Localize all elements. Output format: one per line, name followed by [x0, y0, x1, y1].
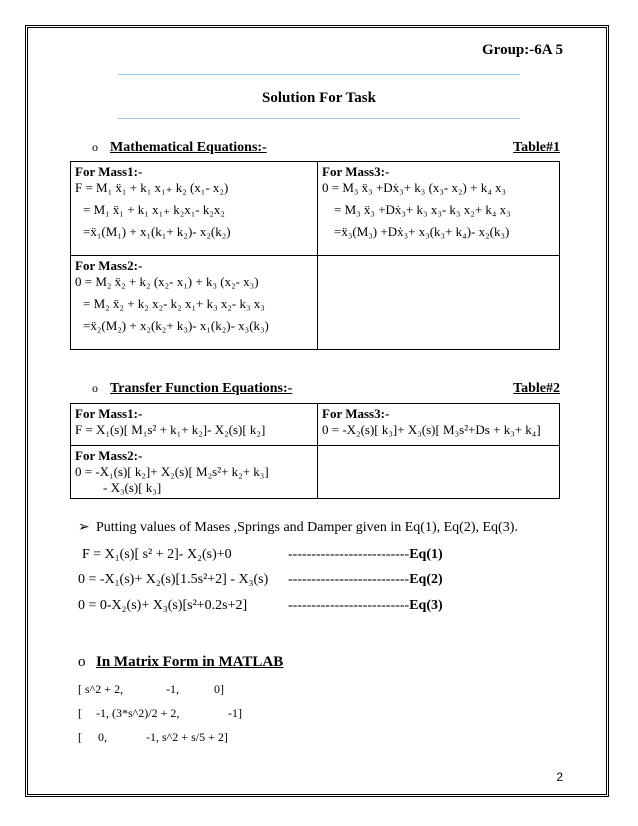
matrix-cell: -1] [228, 706, 242, 720]
equation-3-tail [288, 598, 443, 614]
cell-mass2 [71, 256, 318, 350]
eq-lhs: F = X₁(s)[ s² + 2]- X₂(s)+0 [82, 547, 232, 562]
section-label: Mathematical Equations:- [110, 140, 267, 155]
eq-dashes: -------------------------- [288, 572, 410, 587]
eq-dashes: -------------------------- [288, 598, 410, 613]
matrix-cell: [ s^2 + 2, [78, 682, 124, 696]
tf-mass2-line: 0 = -X₁(s)[ k₂]+ X₂(s)[ M₂s²+ k₂+ k₃] [75, 464, 269, 479]
mass1-line: = M₁ ẍ₁ + k₁ x₁₊ k₂x₁- k₂x₂ [83, 202, 225, 217]
eq-lhs: 0 = 0-X₂(s)+ X₃(s)[s²+0.2s+2] [78, 598, 248, 613]
matrix-cell: -1, [166, 682, 179, 696]
matrix-row [78, 730, 378, 745]
section-label: Transfer Function Equations:- [110, 381, 293, 396]
eq-dashes: -------------------------- [288, 547, 410, 562]
bullet-icon: o [92, 140, 98, 154]
mass3-heading: For Mass3:- [322, 164, 390, 179]
matrix-cell: -1, (3*s^2)/2 + 2, [96, 706, 180, 720]
tf-mass2-line: - X₃(s)[ k₃] [103, 480, 162, 495]
cell-tf-mass2 [71, 446, 318, 499]
mass2-line: = M₂ ẍ₂ + k₂ x₂- k₂ x₁+ k₃ x₂- k₃ x₃ [83, 296, 265, 311]
equation-1 [82, 547, 232, 563]
table1-label: Table#1 [513, 140, 560, 155]
tf-mass3-line: 0 = -X₂(s)[ k₃]+ X₃(s)[ M₃s²+Ds + k₃+ k₄] [322, 422, 541, 437]
mass1-line: =ẍ₁(M₁) + x₁(k₁+ k₂)- x₂(k₂) [83, 224, 231, 239]
mass1-heading: For Mass1:- [75, 164, 143, 179]
eq-tag: Eq(1) [409, 547, 443, 562]
cell-tf-mass1 [71, 404, 318, 446]
cell-tf-empty [318, 446, 560, 499]
cell-mass1 [71, 162, 318, 256]
tf-mass1-heading: For Mass1:- [75, 406, 143, 421]
page-number: 2 [556, 770, 563, 784]
eq-tag: Eq(2) [409, 572, 443, 587]
table-transfer-function [70, 403, 560, 499]
equation-3 [78, 598, 247, 614]
section-matrix-form [78, 654, 283, 671]
equation-2 [78, 572, 268, 588]
eq-lhs: 0 = -X₁(s)+ X₂(s)[1.5s²+2] - X₃(s) [78, 572, 269, 587]
tf-mass2-heading: For Mass2:- [75, 448, 143, 463]
matrix-cell: [ [78, 730, 82, 744]
page-title: Solution For Task [262, 90, 376, 106]
divider-top [118, 74, 520, 75]
cell-empty [318, 256, 560, 350]
putting-values-text [78, 519, 518, 536]
matrix-cell: [ [78, 706, 82, 720]
mass2-heading: For Mass2:- [75, 258, 143, 273]
mass2-line: 0 = M₂ ẍ₂ + k₂ (x₂- x₁) + k₃ (x₂- x₃) [75, 274, 259, 289]
table2-label: Table#2 [513, 381, 560, 396]
bullet-icon: o [78, 654, 86, 670]
section-mathematical-equations [92, 140, 267, 156]
matrix-cell: -1, s^2 + s/5 + 2] [146, 730, 228, 744]
bullet-icon: o [92, 381, 98, 395]
section-label: In Matrix Form in MATLAB [96, 654, 284, 670]
matrix-row [78, 706, 378, 721]
matrix-cell: 0] [214, 682, 224, 696]
section-transfer-function [92, 381, 292, 397]
table-mathematical-equations [70, 161, 560, 350]
eq-tag: Eq(3) [409, 598, 443, 613]
cell-tf-mass3 [318, 404, 560, 446]
putting-text: Putting values of Mases ,Springs and Damper given in Eq(1), Eq(2), Eq(3). [96, 520, 518, 535]
arrow-bullet-icon: ➢ [78, 520, 90, 535]
tf-mass1-line: F = X₁(s)[ M₁s² + k₁+ k₂]- X₂(s)[ k₂] [75, 422, 266, 437]
cell-mass3 [318, 162, 560, 256]
mass2-line: =ẍ₂(M₂) + x₂(k₂+ k₃)- x₁(k₂)- x₃(k₃) [83, 318, 269, 333]
mass3-line: = M₃ ẍ₃ +Dẋ₃+ k₃ x₃- k₃ x₂+ k₄ x₃ [334, 202, 511, 217]
divider-bottom [118, 118, 520, 119]
equation-2-tail [288, 572, 443, 588]
equation-1-tail [288, 547, 443, 563]
mass1-line: F = M₁ ẍ₁ + k₁ x₁₊ k₂ (x₁- x₂) [75, 180, 229, 195]
matrix-cell: 0, [98, 730, 107, 744]
tf-mass3-heading: For Mass3:- [322, 406, 390, 421]
group-label: Group:-6A 5 [482, 42, 563, 58]
matrix-row [78, 682, 224, 697]
mass3-line: 0 = M₃ ẍ₃ +Dẋ₃+ k₃ (x₃- x₂) + k₄ x₃ [322, 180, 507, 195]
mass3-line: =ẍ₃(M₃) +Dẋ₃+ x₃(k₃+ k₄)- x₂(k₃) [334, 224, 510, 239]
